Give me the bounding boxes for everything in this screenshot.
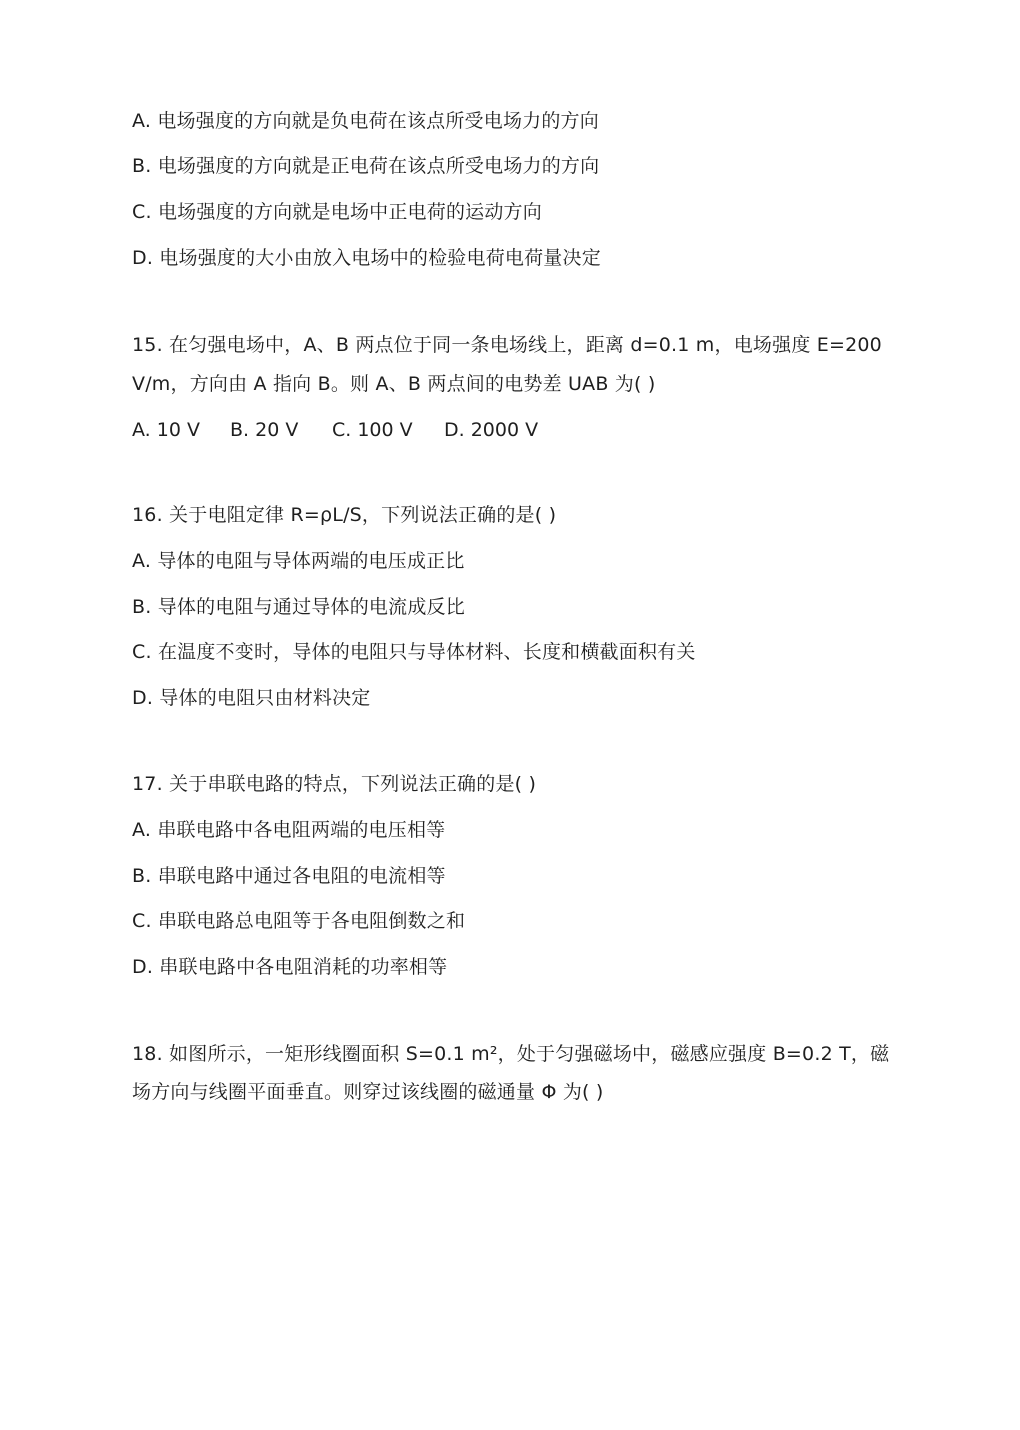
q16-option-b: B. 导体的电阻与通过导体的电流成反比 (132, 596, 465, 618)
q18-stem-line1: 18. 如图所示，一矩形线圈面积 S=0.1 m²，处于匀强磁场中，磁感应强度 B=0.2 T，磁 (132, 1043, 890, 1065)
q17-option-d: D. 串联电路中各电阻消耗的功率相等 (132, 956, 448, 978)
q15-option-b: B. 20 V (230, 419, 299, 441)
q15-option-d: D. 2000 V (444, 419, 539, 441)
q14-option-d: D. 电场强度的大小由放入电场中的检验电荷电荷量决定 (132, 247, 601, 269)
q16-option-d: D. 导体的电阻只由材料决定 (132, 687, 371, 709)
q17-stem: 17. 关于串联电路的特点，下列说法正确的是( ) (132, 773, 537, 795)
q17-option-b: B. 串联电路中通过各电阻的电流相等 (132, 865, 446, 887)
q14-option-c: C. 电场强度的方向就是电场中正电荷的运动方向 (132, 201, 542, 223)
q15-option-a: A. 10 V (132, 419, 200, 441)
q14-option-a: A. 电场强度的方向就是负电荷在该点所受电场力的方向 (132, 110, 599, 132)
q14-option-b: B. 电场强度的方向就是正电荷在该点所受电场力的方向 (132, 155, 600, 177)
q15-stem-line2: V/m，方向由 A 指向 B。则 A、B 两点间的电势差 UAB 为( ) (132, 373, 656, 395)
q18-stem-line2: 场方向与线圈平面垂直。则穿过该线圈的磁通量 Φ 为( ) (132, 1081, 604, 1103)
q16-option-a: A. 导体的电阻与导体两端的电压成正比 (132, 550, 465, 572)
q17-option-c: C. 串联电路总电阻等于各电阻倒数之和 (132, 910, 466, 932)
q17-option-a: A. 串联电路中各电阻两端的电压相等 (132, 819, 446, 841)
q16-stem: 16. 关于电阻定律 R=ρL/S，下列说法正确的是( ) (132, 504, 557, 526)
q15-option-c: C. 100 V (332, 419, 413, 441)
q15-stem-line1: 15. 在匀强电场中，A、B 两点位于同一条电场线上，距离 d=0.1 m，电场强度 E=200 (132, 334, 882, 356)
q16-option-c: C. 在温度不变时，导体的电阻只与导体材料、长度和横截面积有关 (132, 641, 696, 663)
